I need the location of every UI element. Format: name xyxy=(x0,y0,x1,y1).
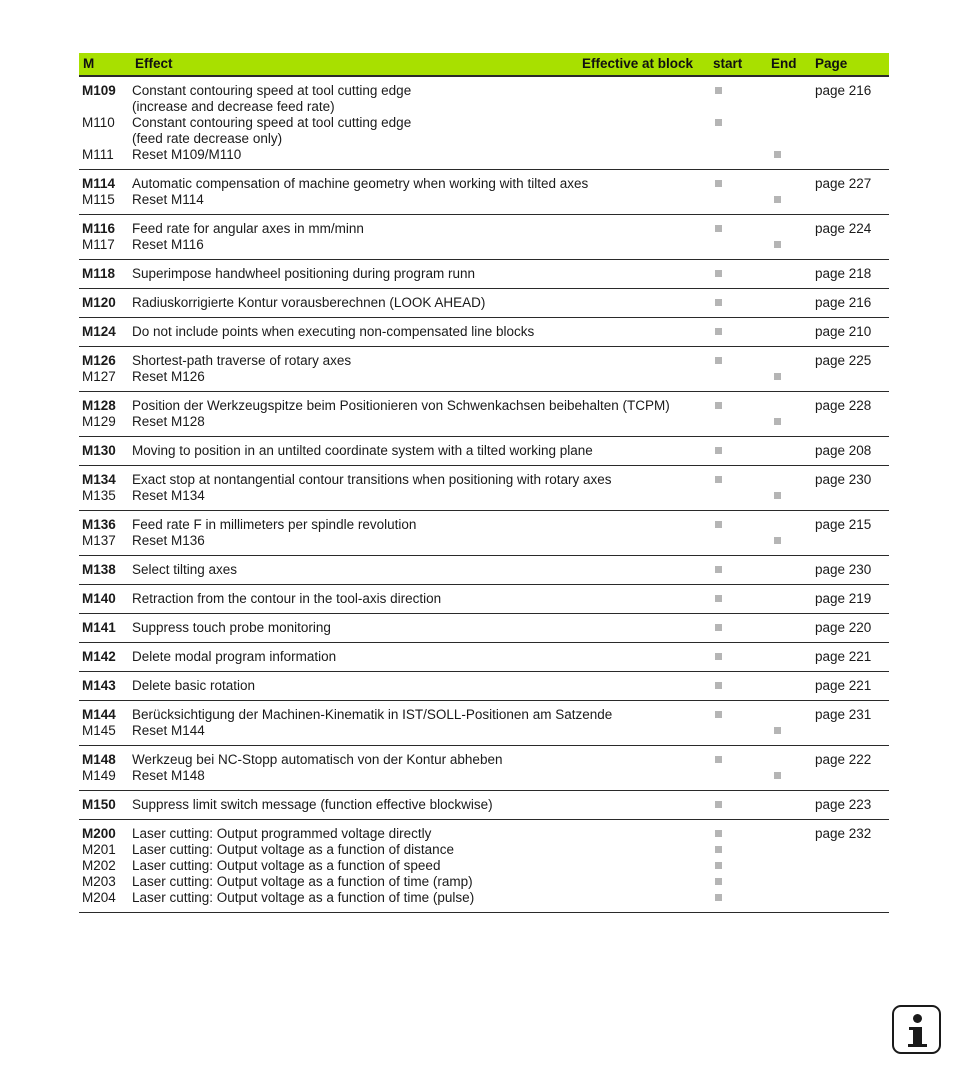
start-marker-icon xyxy=(715,566,722,573)
effect-text: Reset M128 xyxy=(132,414,205,429)
effect-text: (feed rate decrease only) xyxy=(132,131,283,146)
table-line xyxy=(79,768,889,784)
m-code: M141 xyxy=(82,620,116,635)
table-line xyxy=(79,488,889,504)
page-reference: page 227 xyxy=(815,176,872,191)
effect-text: Werkzeug bei NC-Stopp automatisch von der Kontur abheben xyxy=(132,752,503,767)
start-marker-icon xyxy=(715,225,722,232)
table-line xyxy=(79,147,889,163)
table-line xyxy=(79,443,889,459)
m-code: M110 xyxy=(82,115,115,130)
m-code: M134 xyxy=(82,472,116,487)
m-code: M129 xyxy=(82,414,116,429)
m-code: M109 xyxy=(82,83,116,98)
table-row xyxy=(79,392,889,437)
start-marker-icon xyxy=(715,830,722,837)
effect-text: Position der Werkzeugspitze beim Positionieren von Schwenkachsen beibehalten (TCPM) xyxy=(132,398,670,413)
effect-text: Reset M116 xyxy=(132,237,204,252)
table-row xyxy=(79,215,889,260)
effect-text: Exact stop at nontangential contour transitions when positioning with rotary axes xyxy=(132,472,612,487)
page-reference: page 219 xyxy=(815,591,872,606)
table-line xyxy=(79,131,889,147)
start-marker-icon xyxy=(715,894,722,901)
start-marker-icon xyxy=(715,862,722,869)
start-marker-icon xyxy=(715,357,722,364)
table-row xyxy=(79,556,889,585)
page-reference: page 218 xyxy=(815,266,872,281)
effect-text: Suppress limit switch message (function effective blockwise) xyxy=(132,797,493,812)
start-marker-icon xyxy=(715,180,722,187)
page-reference: page 224 xyxy=(815,221,872,236)
effect-text: Delete modal program information xyxy=(132,649,337,664)
table-line xyxy=(79,890,889,906)
end-marker-icon xyxy=(774,196,781,203)
m-code: M114 xyxy=(82,176,116,191)
table-line xyxy=(79,266,889,282)
table-row xyxy=(79,791,889,820)
m-code: M148 xyxy=(82,752,116,767)
page-reference: page 215 xyxy=(815,517,872,532)
effect-text: Reset M144 xyxy=(132,723,205,738)
start-marker-icon xyxy=(715,801,722,808)
m-code: M124 xyxy=(82,324,116,339)
effect-text: Delete basic rotation xyxy=(132,678,256,693)
start-marker-icon xyxy=(715,595,722,602)
m-code: M138 xyxy=(82,562,116,577)
effect-text: Reset M136 xyxy=(132,533,205,548)
m-code: M140 xyxy=(82,591,116,606)
start-marker-icon xyxy=(715,624,722,631)
m-code: M143 xyxy=(82,678,116,693)
start-marker-icon xyxy=(715,682,722,689)
end-marker-icon xyxy=(774,772,781,779)
header-end: End xyxy=(771,56,797,71)
end-marker-icon xyxy=(774,373,781,380)
m-code: M120 xyxy=(82,295,116,310)
page-reference: page 230 xyxy=(815,472,872,487)
header-m: M xyxy=(83,56,95,71)
effect-text: Radiuskorrigierte Kontur vorausberechnen (LOOK AHEAD) xyxy=(132,295,486,310)
effect-text: Do not include points when executing non-compensated line blocks xyxy=(132,324,535,339)
m-code: M200 xyxy=(82,826,116,841)
m-code: M203 xyxy=(82,874,116,889)
page-reference: page 231 xyxy=(815,707,872,722)
effect-text: Moving to position in an untilted coordinate system with a tilted working plane xyxy=(132,443,593,458)
table-row xyxy=(79,170,889,215)
table-row xyxy=(79,614,889,643)
effect-text: Reset M126 xyxy=(132,369,205,384)
m-code: M150 xyxy=(82,797,116,812)
page-reference: page 232 xyxy=(815,826,872,841)
page-reference: page 216 xyxy=(815,295,872,310)
table-line xyxy=(79,874,889,890)
end-marker-icon xyxy=(774,151,781,158)
m-function-table xyxy=(79,53,889,913)
start-marker-icon xyxy=(715,521,722,528)
table-row xyxy=(79,511,889,556)
table-row xyxy=(79,77,889,170)
page-reference: page 220 xyxy=(815,620,872,635)
effect-text: Laser cutting: Output voltage as a function of time (ramp) xyxy=(132,874,473,889)
start-marker-icon xyxy=(715,87,722,94)
table-line xyxy=(79,295,889,311)
table-line xyxy=(79,353,889,369)
effect-text: Reset M109/M110 xyxy=(132,147,242,162)
page-reference: page 210 xyxy=(815,324,872,339)
effect-text: Reset M114 xyxy=(132,192,204,207)
table-row xyxy=(79,643,889,672)
m-code: M118 xyxy=(82,266,116,281)
table-row xyxy=(79,820,889,913)
effect-text: Reset M148 xyxy=(132,768,205,783)
page-reference: page 223 xyxy=(815,797,872,812)
table-line xyxy=(79,237,889,253)
table-line xyxy=(79,649,889,665)
effect-text: Select tilting axes xyxy=(132,562,238,577)
m-code: M111 xyxy=(82,147,114,162)
start-marker-icon xyxy=(715,756,722,763)
effect-text: (increase and decrease feed rate) xyxy=(132,99,335,114)
table-row xyxy=(79,466,889,511)
info-icon-dot xyxy=(913,1014,922,1023)
table-line xyxy=(79,414,889,430)
m-code: M136 xyxy=(82,517,116,532)
effect-text: Suppress touch probe monitoring xyxy=(132,620,331,635)
start-marker-icon xyxy=(715,846,722,853)
table-line xyxy=(79,369,889,385)
m-code: M204 xyxy=(82,890,116,905)
table-row xyxy=(79,260,889,289)
page-reference: page 208 xyxy=(815,443,872,458)
page-reference: page 221 xyxy=(815,678,872,693)
table-line xyxy=(79,858,889,874)
page-reference: page 225 xyxy=(815,353,872,368)
m-code: M130 xyxy=(82,443,116,458)
table-line xyxy=(79,620,889,636)
table-row xyxy=(79,746,889,791)
m-code: M145 xyxy=(82,723,116,738)
info-icon[interactable] xyxy=(892,1005,941,1054)
page-reference: page 230 xyxy=(815,562,872,577)
page-reference: page 222 xyxy=(815,752,872,767)
start-marker-icon xyxy=(715,476,722,483)
table-line xyxy=(79,678,889,694)
header-effect: Effect xyxy=(135,56,173,71)
end-marker-icon xyxy=(774,418,781,425)
start-marker-icon xyxy=(715,328,722,335)
effect-text: Superimpose handwheel positioning during program runn xyxy=(132,266,475,281)
header-page: Page xyxy=(815,56,848,71)
m-code: M116 xyxy=(82,221,116,236)
header-start: start xyxy=(713,56,743,71)
m-code: M142 xyxy=(82,649,116,664)
table-line xyxy=(79,221,889,237)
table-row xyxy=(79,585,889,614)
table-line xyxy=(79,723,889,739)
m-code: M117 xyxy=(82,237,115,252)
effect-text: Feed rate for angular axes in mm/minn xyxy=(132,221,364,236)
table-line xyxy=(79,797,889,813)
table-line xyxy=(79,192,889,208)
table-row xyxy=(79,437,889,466)
m-code: M144 xyxy=(82,707,116,722)
end-marker-icon xyxy=(774,492,781,499)
start-marker-icon xyxy=(715,119,722,126)
effect-text: Shortest-path traverse of rotary axes xyxy=(132,353,352,368)
effect-text: Constant contouring speed at tool cutting edge xyxy=(132,115,412,130)
m-code: M202 xyxy=(82,858,116,873)
page-reference: page 221 xyxy=(815,649,872,664)
m-code: M115 xyxy=(82,192,115,207)
m-code: M127 xyxy=(82,369,116,384)
start-marker-icon xyxy=(715,878,722,885)
m-code: M137 xyxy=(82,533,116,548)
table-line xyxy=(79,707,889,723)
effect-text: Laser cutting: Output voltage as a function of time (pulse) xyxy=(132,890,475,905)
table-row xyxy=(79,701,889,746)
table-line xyxy=(79,842,889,858)
m-code: M135 xyxy=(82,488,116,503)
start-marker-icon xyxy=(715,270,722,277)
m-code: M128 xyxy=(82,398,116,413)
table-line xyxy=(79,472,889,488)
effect-text: Retraction from the contour in the tool-axis direction xyxy=(132,591,442,606)
table-header xyxy=(79,53,889,77)
effect-text: Automatic compensation of machine geometry when working with tilted axes xyxy=(132,176,589,191)
table-row xyxy=(79,347,889,392)
table-line xyxy=(79,752,889,768)
effect-text: Reset M134 xyxy=(132,488,205,503)
effect-text: Constant contouring speed at tool cutting edge xyxy=(132,83,412,98)
effect-text: Laser cutting: Output voltage as a function of speed xyxy=(132,858,441,873)
effect-text: Berücksichtigung der Machinen-Kinematik in IST/SOLL-Positionen am Satzende xyxy=(132,707,613,722)
effect-text: Laser cutting: Output voltage as a function of distance xyxy=(132,842,454,857)
page-reference: page 228 xyxy=(815,398,872,413)
start-marker-icon xyxy=(715,402,722,409)
start-marker-icon xyxy=(715,299,722,306)
table-line xyxy=(79,398,889,414)
header-effective-at-block: Effective at block xyxy=(582,56,694,71)
m-code: M149 xyxy=(82,768,116,783)
table-line xyxy=(79,533,889,549)
m-code: M126 xyxy=(82,353,116,368)
info-icon-serif-bottom xyxy=(908,1044,927,1047)
effect-text: Feed rate F in millimeters per spindle revolution xyxy=(132,517,417,532)
table-line xyxy=(79,324,889,340)
table-row xyxy=(79,289,889,318)
table-line xyxy=(79,99,889,115)
start-marker-icon xyxy=(715,711,722,718)
info-icon-stem xyxy=(913,1027,922,1045)
table-line xyxy=(79,562,889,578)
end-marker-icon xyxy=(774,241,781,248)
page-reference: page 216 xyxy=(815,83,872,98)
end-marker-icon xyxy=(774,727,781,734)
table-line xyxy=(79,826,889,842)
table-body xyxy=(79,77,889,913)
start-marker-icon xyxy=(715,447,722,454)
start-marker-icon xyxy=(715,653,722,660)
table-line xyxy=(79,517,889,533)
table-row xyxy=(79,672,889,701)
effect-text: Laser cutting: Output programmed voltage directly xyxy=(132,826,432,841)
table-row xyxy=(79,318,889,347)
m-code: M201 xyxy=(82,842,116,857)
end-marker-icon xyxy=(774,537,781,544)
table-line xyxy=(79,176,889,192)
table-line xyxy=(79,591,889,607)
table-line xyxy=(79,115,889,131)
table-line xyxy=(79,83,889,99)
